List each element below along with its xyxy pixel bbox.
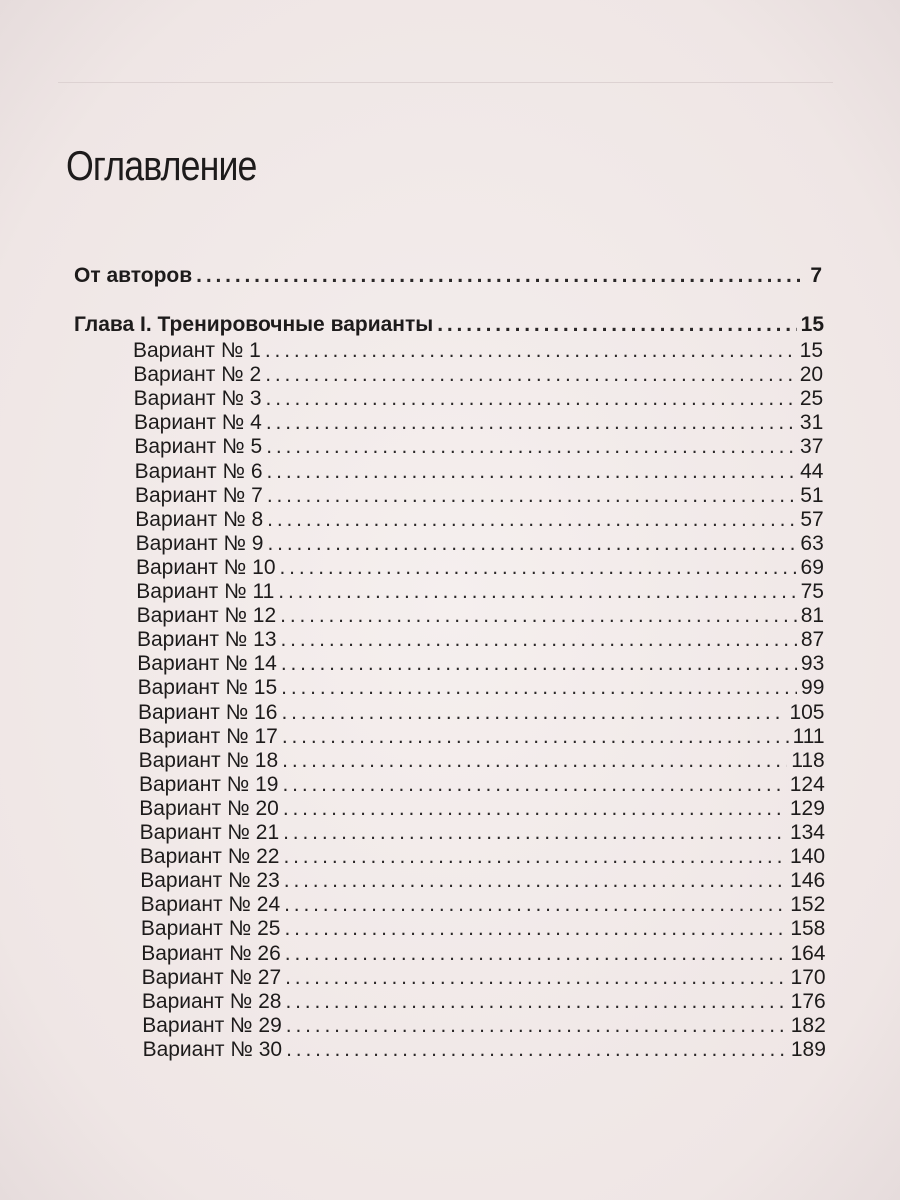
toc-entry-page: 124 (789, 772, 825, 796)
toc-entry-variant[interactable] (133, 363, 823, 387)
toc-entry-variant[interactable] (140, 869, 825, 893)
dot-leader (266, 435, 796, 459)
toc-entry-variant[interactable] (135, 460, 824, 484)
toc-entry-label: Вариант № 26 (141, 941, 281, 965)
dot-leader (265, 363, 796, 387)
toc-entry-variant[interactable] (137, 652, 824, 676)
toc-entry-page: 75 (800, 580, 824, 603)
toc-entry-page: 146 (790, 869, 826, 893)
toc-entry-label: Вариант № 21 (139, 821, 280, 844)
dot-leader (284, 917, 786, 941)
toc-entry-page: 93 (800, 652, 825, 676)
toc-entry-label: Вариант № 20 (139, 796, 279, 820)
dot-leader (283, 821, 786, 845)
dot-leader (265, 339, 796, 363)
toc-entry-label: Вариант № 11 (136, 580, 275, 603)
toc-entry-label: Вариант № 17 (138, 724, 278, 748)
toc-entry-page: 111 (792, 724, 825, 748)
toc-entry-label: Вариант № 23 (140, 869, 280, 893)
toc-entry-variant[interactable] (143, 1038, 826, 1062)
dot-leader (267, 460, 797, 484)
toc-entry-variant[interactable] (134, 387, 824, 411)
toc-entry-page: 15 (799, 339, 823, 362)
toc-entry-label: Вариант № 1 (133, 339, 261, 362)
toc-entry-page: 118 (791, 748, 825, 772)
toc-entry-label: Вариант № 9 (135, 531, 264, 555)
toc-entry-label: Вариант № 5 (134, 435, 263, 459)
dot-leader (282, 725, 789, 749)
toc-entry-label: Вариант № 14 (137, 652, 277, 676)
toc-entry-page: 87 (800, 628, 825, 652)
toc-entry-variant[interactable] (139, 797, 825, 821)
dot-leader (284, 893, 786, 917)
dot-leader (266, 411, 796, 435)
toc-entry-label: Вариант № 22 (139, 845, 280, 869)
toc-entry-page: 57 (800, 507, 824, 531)
dot-leader (267, 484, 796, 508)
toc-entry-variant[interactable] (141, 893, 826, 917)
toc-entry-variant[interactable] (141, 942, 825, 966)
toc-entry-variant[interactable] (138, 701, 825, 725)
toc-entry-page: 170 (790, 965, 826, 989)
toc-entry-label: Вариант № 28 (141, 989, 282, 1013)
toc-entry-label: Вариант № 10 (135, 555, 276, 579)
toc-entry-label: Вариант № 12 (136, 604, 277, 628)
toc-entry-variant[interactable] (140, 845, 825, 869)
dot-leader (286, 1014, 787, 1038)
toc-entry-page: 7 (810, 264, 822, 287)
toc-entry-variant[interactable] (142, 1014, 826, 1038)
toc-entry-page: 129 (789, 796, 825, 820)
dot-leader (267, 508, 796, 532)
dot-leader (196, 264, 806, 288)
toc-entry-page: 99 (801, 676, 825, 700)
toc-entry-label: Вариант № 4 (133, 411, 262, 435)
toc-entry-label: Вариант № 24 (140, 893, 281, 917)
toc-entry-page: 15 (800, 313, 824, 336)
toc-entry-variant[interactable] (139, 773, 825, 797)
dot-leader (281, 652, 797, 676)
dot-leader (280, 556, 797, 580)
toc-entry-page: 134 (789, 821, 825, 844)
toc-entry-label: Глава I. Тренировочные варианты (74, 313, 434, 336)
dot-leader (437, 313, 796, 337)
toc-entry-variant[interactable] (133, 339, 823, 363)
dot-leader (284, 869, 786, 893)
dot-leader (285, 942, 787, 966)
toc-entry-variant[interactable] (137, 604, 824, 628)
toc-entry-page: 44 (800, 459, 824, 483)
toc-entry-page: 63 (800, 531, 824, 555)
toc-entry-label: От авторов (74, 264, 193, 287)
dot-leader (281, 701, 785, 725)
toc-entry-variant[interactable] (134, 435, 823, 459)
dot-leader (281, 628, 797, 652)
dot-leader (281, 676, 797, 700)
dot-leader (282, 773, 785, 797)
toc-entry-page: 25 (799, 387, 824, 411)
dot-leader (286, 1038, 787, 1062)
toc-entry-label: Вариант № 30 (142, 1037, 283, 1061)
toc-entry-page: 105 (789, 700, 825, 724)
toc-entry-label: Вариант № 18 (138, 748, 279, 772)
toc-entry-label: Вариант № 25 (140, 917, 281, 941)
toc-entry-label: Вариант № 16 (137, 700, 278, 724)
toc-entry-variant[interactable] (136, 580, 824, 604)
toc-entry-variant[interactable] (142, 990, 826, 1014)
dot-leader (283, 797, 786, 821)
dot-leader (266, 387, 796, 411)
toc-entry-page: 140 (790, 845, 826, 869)
dot-leader (280, 604, 797, 628)
toc-entry-page: 51 (800, 483, 824, 507)
toc-entry-page: 189 (790, 1037, 826, 1061)
dot-leader (285, 966, 786, 990)
toc-entry-label: Вариант № 2 (133, 363, 262, 387)
dot-leader (282, 749, 787, 773)
toc-entry-variant[interactable] (142, 966, 826, 990)
toc-entry-page: 182 (790, 1013, 826, 1037)
toc-entry-page: 31 (799, 411, 824, 435)
dot-leader (285, 990, 786, 1014)
toc-entry-page: 81 (800, 604, 825, 628)
toc-entry-label: Вариант № 29 (142, 1013, 282, 1037)
toc-entry-variant[interactable] (138, 676, 825, 700)
toc-entry-page: 176 (790, 989, 826, 1013)
toc-entry-variant[interactable] (138, 725, 824, 749)
toc-entry-authors[interactable] (74, 264, 822, 288)
toc-entry-variant[interactable] (137, 628, 824, 652)
toc-entry-variant[interactable] (135, 508, 823, 532)
toc-entry-variant[interactable] (141, 917, 825, 941)
toc-entry-label: Вариант № 27 (141, 965, 282, 989)
toc-entry-chapter-1[interactable] (74, 313, 824, 337)
toc-entry-page: 158 (790, 917, 826, 941)
toc-entry-variant[interactable] (134, 411, 823, 435)
toc-entry-label: Вариант № 13 (136, 628, 277, 652)
toc-entry-label: Вариант № 3 (133, 387, 262, 411)
toc-entry-variant[interactable] (140, 821, 825, 845)
toc-entry-page: 69 (800, 555, 824, 579)
page-title: Оглавление (66, 142, 257, 189)
toc-entry-page: 20 (799, 363, 824, 387)
toc-entry-label: Вариант № 6 (134, 459, 263, 483)
toc-entry-variant[interactable] (139, 749, 825, 773)
toc-entry-variant[interactable] (135, 484, 824, 508)
bleed-through-header-rule (58, 68, 833, 83)
toc-entry-page: 164 (790, 941, 826, 965)
dot-leader (283, 845, 786, 869)
toc-entry-variant[interactable] (136, 556, 824, 580)
dot-leader (278, 580, 796, 604)
toc-entry-variant[interactable] (136, 532, 824, 556)
toc-entry-page: 37 (800, 435, 824, 459)
toc-entry-label: Вариант № 19 (138, 772, 279, 796)
toc-entry-label: Вариант № 15 (137, 676, 278, 700)
toc-entry-label: Вариант № 7 (134, 483, 263, 507)
toc-entry-page: 152 (790, 893, 826, 917)
toc-entry-label: Вариант № 8 (135, 507, 264, 531)
dot-leader (268, 532, 797, 556)
